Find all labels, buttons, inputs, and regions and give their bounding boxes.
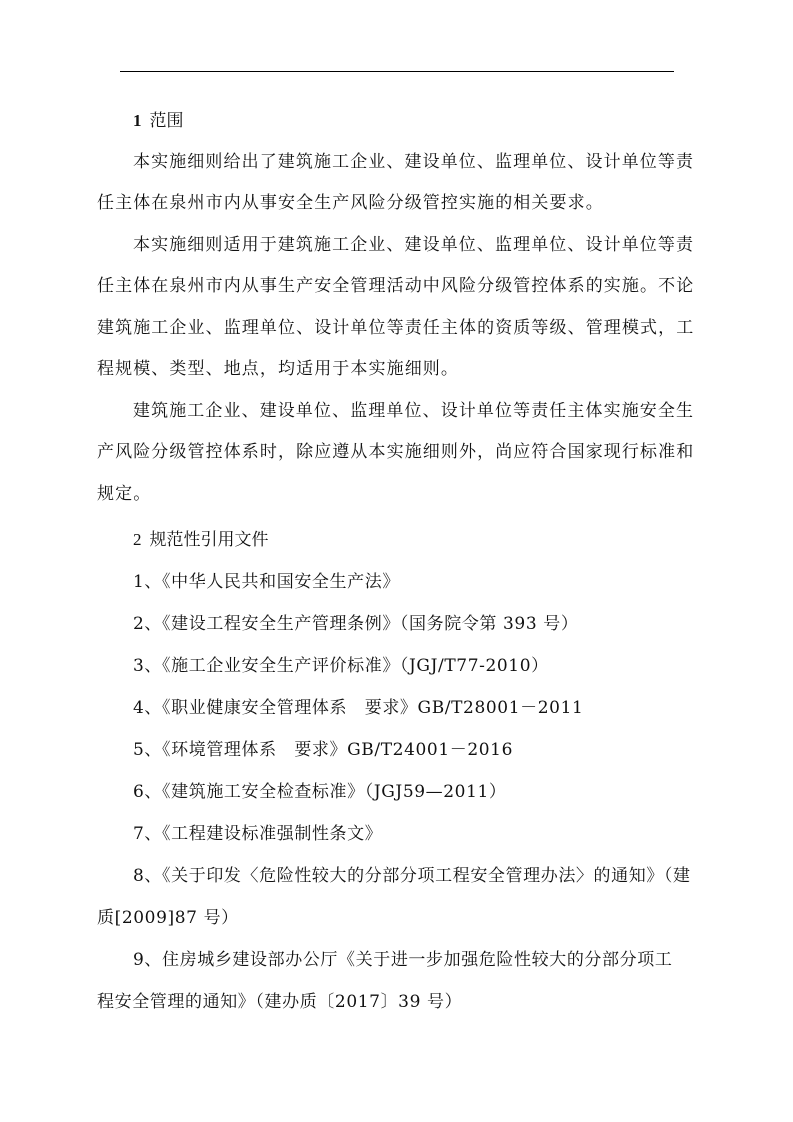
paragraph-line: 建筑施工企业、建设单位、监理单位、设计单位等责任主体实施安全生 xyxy=(133,400,695,421)
reference-item: 2、《建设工程安全生产管理条例》（国务院令第 393 号） xyxy=(133,613,579,634)
reference-item: 4、《职业健康安全管理体系 要求》GB/T28001－2011 xyxy=(133,697,584,718)
reference-line: 质[2009]87 号） xyxy=(97,907,239,928)
section-heading-normative-references xyxy=(97,519,709,561)
document-body xyxy=(97,100,709,1023)
paragraph-line: 本实施细则给出了建筑施工企业、建设单位、监理单位、设计单位等责 xyxy=(133,151,695,172)
reference-item: 3、《施工企业安全生产评价标准》（JGJ/T77-2010） xyxy=(133,655,549,676)
reference-line: 程安全管理的通知》（建办质〔2017〕39 号） xyxy=(97,991,463,1012)
paragraph-line: 任主体在泉州市内从事生产安全管理活动中风险分级管控体系的实施。不论 xyxy=(97,276,695,296)
reference-item xyxy=(97,855,709,939)
reference-line: 8、《关于印发〈危险性较大的分部分项工程安全管理办法〉的通知》（建 xyxy=(133,865,691,886)
paragraph-line: 产风险分级管控体系时，除应遵从本实施细则外，尚应符合国家现行标准和 xyxy=(97,442,695,462)
header-rule xyxy=(120,71,674,72)
paragraph xyxy=(97,142,709,225)
paragraph xyxy=(97,391,709,516)
reference-line: 9、住房城乡建设部办公厅《关于进一步加强危险性较大的分部分项工 xyxy=(133,949,673,970)
reference-item: 6、《建筑施工安全检查标准》（JGJ59—2011） xyxy=(133,781,507,802)
section-heading-scope xyxy=(97,100,709,142)
section-number: 1 xyxy=(133,111,142,130)
paragraph xyxy=(97,225,709,391)
paragraph-line: 建筑施工企业、监理单位、设计单位等责任主体的资质等级、管理模式，工 xyxy=(97,317,695,338)
section-title: 规范性引用文件 xyxy=(149,530,269,550)
reference-item: 5、《环境管理体系 要求》GB/T24001－2016 xyxy=(133,739,513,760)
section-title: 范围 xyxy=(149,111,184,131)
reference-item: 1、《中华人民共和国安全生产法》 xyxy=(133,571,400,592)
paragraph-line: 任主体在泉州市内从事安全生产风险分级管控实施的相关要求。 xyxy=(97,193,604,213)
section-number: 2 xyxy=(133,530,142,549)
paragraph-line: 规定。 xyxy=(97,483,152,504)
reference-list xyxy=(97,561,709,1023)
reference-item: 7、《工程建设标准强制性条文》 xyxy=(133,823,383,844)
paragraph-line: 程规模、类型、地点，均适用于本实施细则。 xyxy=(97,359,459,379)
reference-item xyxy=(97,939,709,1023)
paragraph-line: 本实施细则适用于建筑施工企业、建设单位、监理单位、设计单位等责 xyxy=(133,234,695,255)
